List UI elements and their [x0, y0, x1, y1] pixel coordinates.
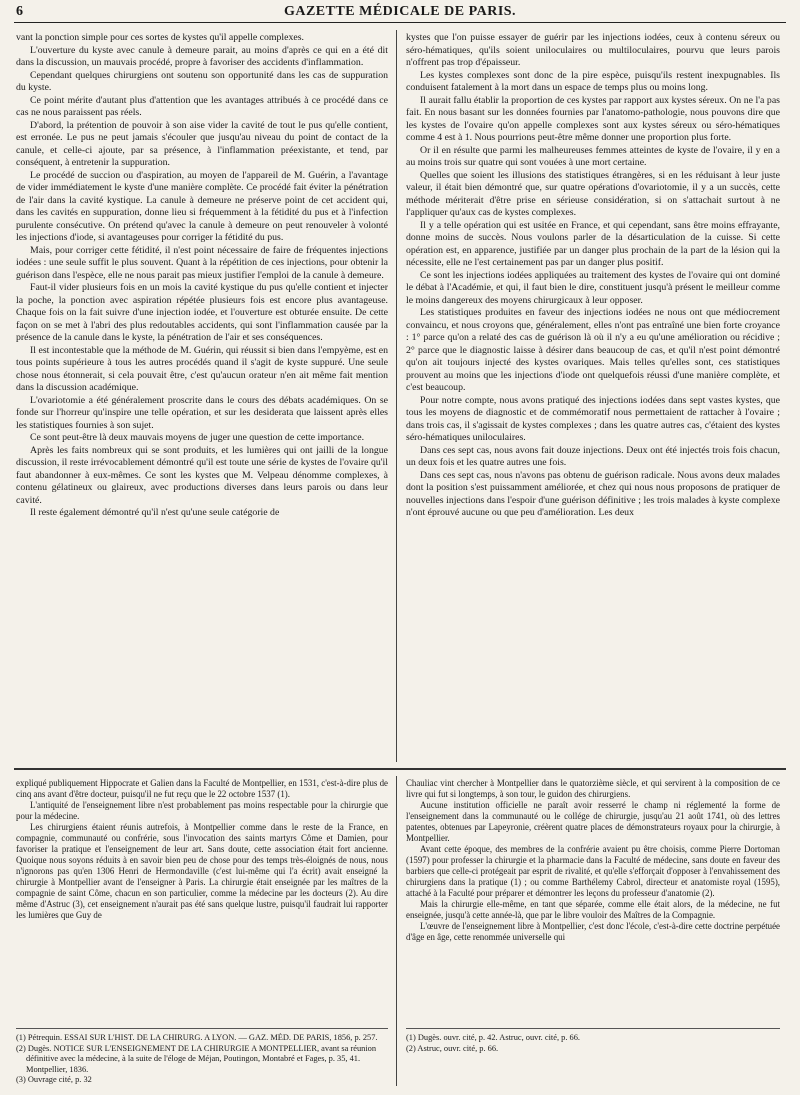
paragraph: L'ovariotomie a été généralement proscrite dans le cours des débats académiques. On se fonde sur l'horreur qu'inspire une telle opération, et sur les desiderata que laissent après elles les statistiques fournies à son sujet. — [16, 394, 388, 431]
paragraph: Dans ces sept cas, nous avons fait douze injections. Deux ont été injectés trois fois chacun, un deux fois et les quatre autres une fois. — [406, 444, 780, 468]
footnotes-left — [16, 1033, 388, 1091]
paragraph: Aucune institution officielle ne paraît avoir resserré le champ ni réglementé la forme de l'enseignement dans la communauté ou le collége de chirurgie, jusqu'au 21 août 1741, où des lettres patentes, obtenues par Lapeyronie, créèrent quatre places de démonstrateurs royaux pour la chirurgie, à Montpellier. — [406, 800, 780, 843]
paragraph: Les kystes complexes sont donc de la pire espèce, puisqu'ils restent inexpugnables. Ils conduisent fatalement à la mort dans un espace de temps plus ou moins long. — [406, 69, 780, 93]
footnote: (2) Astruc, ouvr. cité, p. 66. — [406, 1043, 499, 1053]
page-number: 6 — [16, 4, 23, 19]
paragraph: Après les faits nombreux qui se sont produits, et les lumières qui ont jailli de la longue discussion, il reste irrévocablement démontré qu'il est toute une série de kystes de l'ovaire qu'il faut abandonner à eux-mêmes. Ce sont les kystes que M. Velpeau dénomme complexes, à contenu gélatineux ou glaireux, avec productions diverses dans leurs parois ou dans leur cavité. — [16, 444, 388, 506]
footnote: (3) Ouvrage cité, p. 32 — [16, 1075, 92, 1084]
paragraph: Dans ces sept cas, nous n'avons pas obtenu de guérison radicale. Nous avons deux malades dont la position s'est puissamment améliorée, et chez qui nous nous proposons de pratiquer de nouvelles injections dans l'espoir d'une guérison définitive ; les trois malades à kyste complexe n'ont éprouvé aucune ou que peu d'amélioration. Les deux — [406, 469, 780, 518]
column-divider — [396, 30, 397, 762]
paragraph: Il reste également démontré qu'il n'est qu'une seule catégorie de — [30, 507, 280, 518]
paragraph: Mais, pour corriger cette fétidité, il n'est point nécessaire de faire de fréquentes injections iodées : une seule suffit le plus souvent. Quant à la répétition de ces injections, pour obtenir la guérison dans l'espèce, elle ne nous parait pas mieux justifier l'emploi de la canule à demeure. — [16, 244, 388, 281]
footnote: (1) Dugès. ouvr. cité, p. 42. Astruc, ouvr. cité, p. 66. — [406, 1033, 580, 1042]
feuilleton-column-left — [16, 778, 388, 1022]
feuilleton-column-right — [406, 778, 780, 1022]
paragraph: Pour notre compte, nous avons pratiqué des injections iodées dans sept vastes kystes, que tous les moyens de diagnostic et de commémoratif nous permettaient de rattacher à l'ovaire ; dans trois cas, il s'agissait de kystes complexes ; dans les quatre autres cas, c'étaient des kystes séro-hématiques uniloculaires. — [406, 394, 780, 443]
paragraph: vant la ponction simple pour ces sortes de kystes qu'il appelle complexes. — [16, 32, 304, 43]
paragraph: Cependant quelques chirurgiens ont soutenu son opportunité dans les cas de suppuration du kyste. — [16, 69, 388, 93]
paragraph: Il est incontestable que la méthode de M. Guérin, qui réussit si bien dans l'empyème, est en tous points supérieure à tous les autres procédés quand il s'agit de kyste suppuré. Une seule chose nous étonnerait, si cela pouvait être, c'est qu'aucun orateur n'en ait même fait mention dans la discussion académique. — [16, 344, 388, 393]
paragraph: Faut-il vider plusieurs fois en un mois la cavité kystique du pus qu'elle contient et injecter la poche, la ponction avec aspiration répétée plusieurs fois est encore plus avantageuse. Chaque fois on la fait suivre d'une injection iodée, et l'ouverture est obturée ensuite. De cette façon on se met à l'abri des plus redoutables accidents, qui sont l'inflammation causée par la présence de la canule dans le kyste, la pénétration de l'air et ses conséquences. — [16, 282, 388, 343]
paragraph: D'abord, la prétention de pouvoir à son aise vider la cavité de tout le pus qu'elle contient, est erronée. Le pus ne peut jamais s'écouler que jusqu'au niveau du point de contact de la canule, et celle-ci ajoute, par sa présence, à l'inflammation préexistante, et tend, par conséquent, à entretenir la suppuration. — [16, 119, 388, 168]
page-header — [14, 4, 786, 23]
paragraph: Ce sont peut-être là deux mauvais moyens de juger une question de cette importance. — [30, 432, 365, 443]
paragraph: Le procédé de succion ou d'aspiration, au moyen de l'appareil de M. Guérin, a l'avantage de vider immédiatement le kyste d'une manière complète. Ce procédé fait éviter la pénétration de l'air dans la cavité kystique. La canule à demeure ne préserve point de cet accident qui, dans les cavités en suppuration, donne lieu si fréquemment à la fétidité du pus et à l'infection purulente consécutive. On prétend qu'avec la canule à demeure on peut renouveler à volonté les injections d'iode, si avantageuses pour corriger la fétidité du pus. — [16, 169, 388, 243]
paragraph: Avant cette époque, des membres de la confrérie avaient pu être choisis, comme Pierre Dortoman (1597) pour professer la chirurgie et la pharmacie dans la Faculté de médecine, sans doute en faveur des barbiers que celle-ci protégeait par esprit de rivalité, et qu'elle s'efforçait d'opposer à l'envahissement des chirurgiens dans la pratique (1) ; ou comme Barthélemy Cabrol, directeur et anatomiste royal (1595), attaché à la Faculté pour préparer et démontrer les leçons du professeur d'anatomie (2). — [406, 844, 780, 898]
footnote-rule — [16, 1028, 388, 1029]
paragraph: Ce point mérite d'autant plus d'attention que les avantages attribués à ce procédé dans ce cas ne nous paraissent pas réels. — [16, 94, 388, 118]
paragraph: L'antiquité de l'enseignement libre n'est probablement pas moins respectable pour la chirurgie que pour la médecine. — [16, 800, 388, 821]
paragraph: Les statistiques produites en faveur des injections iodées ne nous ont que médiocrement convaincu, et nous croyons que, généralement, elles n'ont pas entraîné une bien forte croyance : 1° parce qu'on a relaté des cas de guérison là où il n'y a eu qu'une amélioration ou récidive ; 2° parce que le diagnostic laisse à désirer dans beaucoup de cas, et qu'il n'est point démontré qu'on ait toujours injecté des kystes ovariques. Mais telles qu'elles sont, ces statistiques prouvent au moins que les injections d'iode ont quelquefois réussi d'une manière complète, et c'est beaucoup. — [406, 307, 780, 393]
paragraph: L'œuvre de l'enseignement libre à Montpellier, c'est donc l'école, c'est-à-dire cette doctrine perpétuée d'âge en âge, cette renommée universelle qui — [406, 921, 780, 942]
paragraph: Il y a telle opération qui est usitée en France, et qui cependant, sans être moins effrayante, donne moins de succès. Nous voulons parler de la désarticulation de la cuisse. Si cette opération est, en apparence, justifiée par un danger plus prochain de la part de la lésion qui la nécessite, elle ne l'est certainement pas par un danger plus positif. — [406, 219, 780, 268]
column-divider — [396, 776, 397, 1086]
footnotes-right — [406, 1033, 780, 1091]
paragraph: L'ouverture du kyste avec canule à demeure parait, au moins d'après ce qui en a été dit dans la discussion, un mauvais procédé, propre à favoriser des accidents d'inflammation. — [16, 44, 388, 68]
article-column-left — [16, 32, 388, 762]
article-column-right — [406, 32, 780, 762]
paragraph: Les chirurgiens étaient réunis autrefois, à Montpellier comme dans le reste de la France, en compagnie, communauté ou confrérie, sous l'invocation des saints martyrs Côme et Damien, pour favoriser la pratique et l'enseignement de leur art. Sans doute, cette association était fort ancienne. Quoique nous soyons réduits à en savoir bien peu de chose pour des temps très-éloignés de nous, nous n'ignorons pas qu'en 1306 Henri de Hermondaville (c'est lui-même qui l'a écrit) avait enseigné la chirurgie à Montpellier avant de l'enseigner à Paris. La chirurgie était enseignée par les maîtres de la compagnie de saint Côme, chacun en son particulier, comme la médecine par les docteurs (2). Au dire même d'Astruc (3), cet enseignement n'aurait pas été sans quelque lustre, puisqu'il faudrait lui rapporter les lumières que Guy de — [16, 822, 388, 920]
footnote-rule — [406, 1028, 780, 1029]
paragraph: Or il en résulte que parmi les malheureuses femmes atteintes de kyste de l'ovaire, il y en a au moins trois sur quatre qui sont vouées à une mort certaine. — [406, 144, 780, 168]
journal-title: GAZETTE MÉDICALE DE PARIS. — [283, 4, 517, 19]
paragraph: Il aurait fallu établir la proportion de ces kystes par rapport aux kystes séreux. On ne l'a pas fait. En nous basant sur les données fournies par l'anatomo-pathologie, nous pouvons dire que les kystes de l'ovaire qu'on appelle complexes sont aux kystes séreux ou séro-hématiques comme 4 est à 1. Nous pourrions peut-être même donner une proportion plus forte. — [406, 94, 780, 143]
feuilleton-divider — [14, 768, 786, 770]
paragraph: expliqué publiquement Hippocrate et Galien dans la Faculté de Montpellier, en 1531, c'est-à-dire plus de cinq ans avant d'être docteur, puisqu'il ne fut reçu que le 22 octobre 1537 (1). — [16, 778, 388, 799]
paragraph: Mais la chirurgie elle-même, en tant que séparée, comme elle était alors, de la médecine, ne fut enseignée, jusqu'à cette année-là, que par le libre vouloir des Maîtres de la Compagnie. — [406, 899, 780, 920]
footnote: (2) Dugès. NOTICE SUR L'ENSEIGNEMENT DE LA CHIRURGIE A MONTPELLIER, avant sa réunion définitive avec la médecine, à la suite de l'éloge de Méjan, Poutingon, Montabré et Fages, p. 35, 41. Montpellier, 1836. — [16, 1043, 377, 1074]
paragraph: Quelles que soient les illusions des statistiques étrangères, si en les réduisant à leur juste valeur, il était bien démontré que, sur quatre opérations d'ovariotomie, il y a un succès, cette méthode mériterait d'être prise en sérieuse considération, si on s'attachait surtout à ne l'appliquer qu'aux cas de kystes complexes. — [406, 169, 780, 218]
paragraph: kystes que l'on puisse essayer de guérir par les injections iodées, ceux à contenu séreux ou séro-hématiques, qu'ils soient uniloculaires ou multiloculaires, pourvu que leurs parois n'offrent pas trop d'épaisseur. — [406, 32, 780, 68]
footnote: (1) Pétrequin. ESSAI SUR L'HIST. DE LA CHIRURG. A LYON. — GAZ. MÉD. DE PARIS, 1856, p. 257. — [16, 1033, 378, 1042]
paragraph: Ce sont les injections iodées appliquées au traitement des kystes de l'ovaire qui ont dominé le débat à l'Académie, et qui, il faut bien le dire, constituent jusqu'à présent le meilleur comme le moins dangereux des moyens chirurgicaux à leur opposer. — [406, 269, 780, 306]
paragraph: Chauliac vint chercher à Montpellier dans le quatorzième siècle, et qui servirent à la composition de ce livre qui fut si longtemps, à son tour, le guidon des chirurgiens. — [406, 778, 780, 799]
newspaper-page — [14, 0, 786, 1095]
